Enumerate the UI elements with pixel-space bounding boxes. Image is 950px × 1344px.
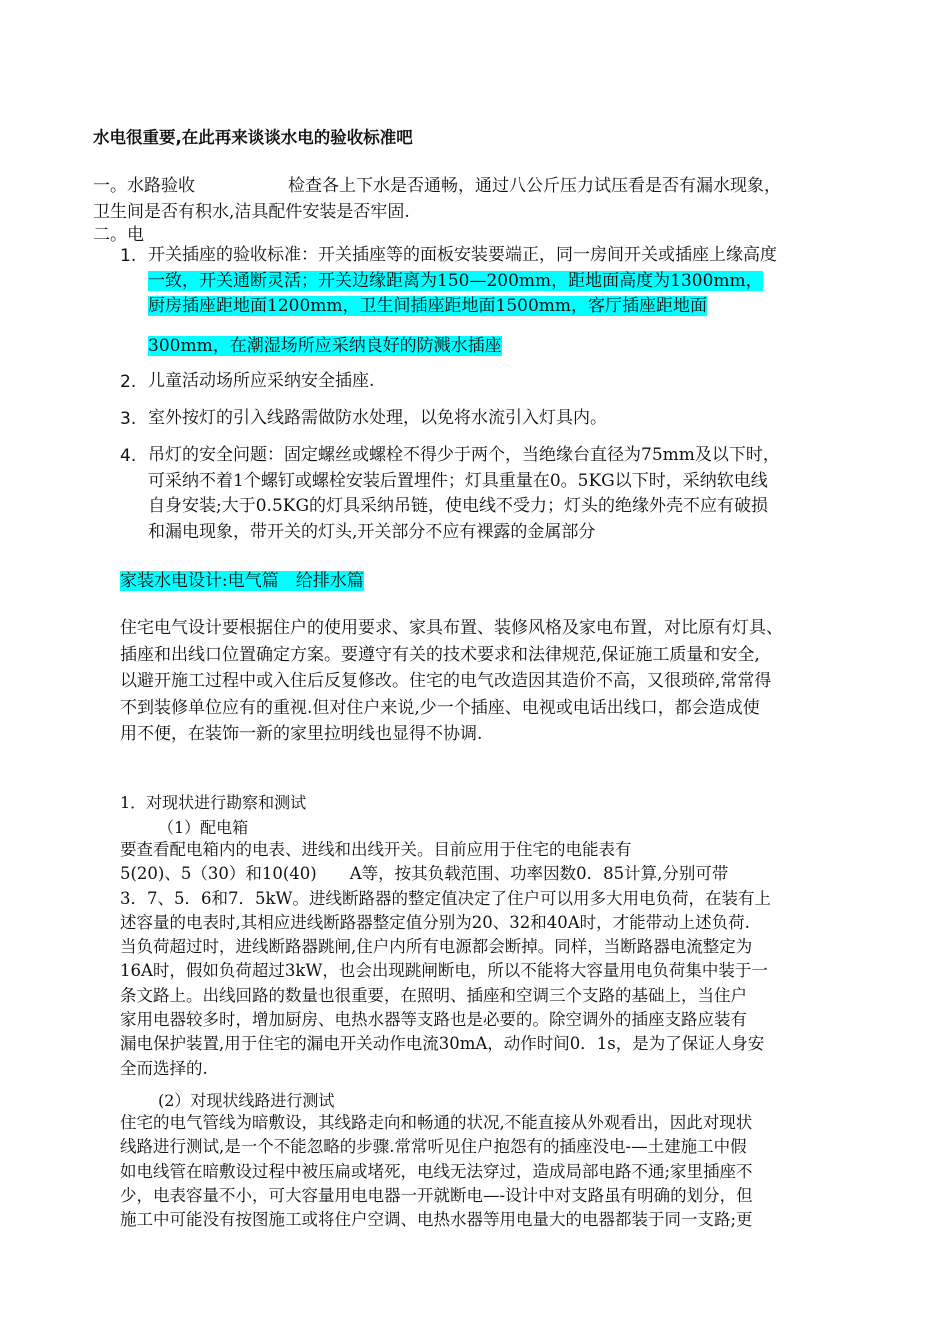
paragraph-line: 插座和出线口位置确定方案。要遵守有关的技术要求和法律规范,保证施工质量和安全,	[120, 644, 760, 665]
paragraph-line: 条文路上。出线回路的数量也很重要，在照明、插座和空调三个支路的基础上，当住户	[120, 985, 747, 1005]
paragraph-line: 当负荷超过时，进线断路器跳闸,住户内所有电源都会断掉。同样，当断路器电流整定为	[120, 937, 753, 957]
list-item-4-line-2: 可采纳不着1个螺钉或螺栓安装后置埋件；灯具重量在0。5KG以下时，采纳软电线	[148, 470, 768, 491]
survey-heading: 1．对现状进行勘察和测试	[120, 793, 307, 812]
list-item-2-line-1: 儿童活动场所应采纳安全插座.	[148, 371, 375, 391]
paragraph-line: 全而选择的.	[120, 1058, 208, 1078]
electric-section-label: 二。电	[93, 225, 144, 245]
water-section-text-2: 卫生间是否有积水,洁具配件安装是否牢固.	[93, 202, 410, 222]
list-item-1-line-1: 开关插座的验收标准：开关插座等的面板安装要端正，同一房间开关或插座上缘高度	[148, 245, 777, 265]
design-heading	[120, 566, 364, 591]
paragraph-line: 要查看配电箱内的电表、进线和出线开关。目前应用于住宅的电能表有	[120, 840, 632, 859]
paragraph-line: 5(20)、5（30）和10(40) A等，按其负载范围、功率因数0．85计算,分别可带	[120, 864, 729, 884]
list-item-1-line-3: 厨房插座距地面1200mm，卫生间插座距地面1500mm，客厅插座距地面	[148, 296, 708, 316]
document-title: 水电很重要,在此再来谈谈水电的验收标准吧	[93, 128, 413, 147]
list-number: 2.	[120, 372, 137, 392]
paragraph-line: 用不便，在装饰一新的家里拉明线也显得不协调.	[120, 724, 483, 744]
paragraph-line: 住宅的电气管线为暗敷设，其线路走向和畅通的状况,不能直接从外观看出，因此对现状	[120, 1113, 753, 1132]
list-item-3	[148, 406, 607, 432]
list-item-4-line-4: 和漏电现象，带开关的灯头,开关部分不应有裸露的金属部分	[148, 521, 596, 542]
list-item-4	[148, 443, 780, 545]
paragraph-line: 少，电表容量不小，可大容量用电电器一开就断电—-设计中对支路虽有明确的划分，但	[120, 1185, 753, 1205]
paragraph-line: 16A时，假如负荷超过3kW，也会出现跳闸断电，所以不能将大容量用电负荷集中装于一	[120, 961, 768, 981]
paragraph-line: 施工中可能没有按图施工或将住户空调、电热水器等用电量大的电器都装于同一支路;更	[120, 1210, 753, 1230]
paragraph-line: 述容量的电表时,其相应进线断路器整定值分别为20、32和40A时，才能带动上述负荷.	[120, 912, 750, 932]
design-heading-text: 家装水电设计:电气篇 给排水篇	[120, 571, 364, 591]
list-number: 3.	[120, 409, 137, 429]
list-number: 1.	[120, 246, 137, 266]
line-test-heading: (2）对现状线路进行测试	[158, 1091, 335, 1110]
distribution-box-paragraph	[120, 838, 771, 1081]
paragraph-line: 如电线管在暗敷设过程中被压扁或堵死，电线无法穿过，造成局部电路不通;家里插座不	[120, 1161, 753, 1181]
list-item-1-line-2: 一致，开关通断灵活；开关边缘距离为150—200mm，距地面高度为1300mm，	[148, 270, 763, 291]
paragraph-line: 住宅电气设计要根据住户的使用要求、家具布置、装修风格及家电布置，对比原有灯具、	[120, 618, 783, 638]
paragraph-line: 家用电器较多时，增加厨房、电热水器等支路也是必要的。除空调外的插座支路应装有	[120, 1010, 747, 1030]
water-section-label: 一。水路验收	[93, 176, 195, 196]
line-test-paragraph	[120, 1111, 753, 1232]
list-item-4-line-1: 吊灯的安全问题：固定螺丝或螺栓不得少于两个，当绝缘台直径为75mm及以下时，	[148, 445, 780, 465]
distribution-box-heading: （1）配电箱	[158, 818, 249, 837]
paragraph-line: 不到装修单位应有的重视.但对住户来说,少一个插座、电视或电话出线口，都会造成使	[120, 697, 760, 718]
list-number: 4.	[120, 446, 137, 466]
water-section-text-1: 检查各上下水是否通畅，通过八公斤压力试压看是否有漏水现象，	[288, 176, 781, 196]
list-item-1-line-4: 300mm，在潮湿场所应采纳良好的防溅水插座	[148, 335, 502, 356]
list-item-1	[148, 243, 777, 359]
paragraph-line: 3．7、5．6和7．5kW。进线断路器的整定值决定了住户可以用多大用电负荷，在装有上	[120, 888, 771, 908]
paragraph-line: 漏电保护装置,用于住宅的漏电开关动作电流30mA，动作时间0．1s，是为了保证人身安	[120, 1034, 765, 1054]
paragraph-line: 以避开施工过程中或入住后反复修改。住宅的电气改造因其造价不高，又很琐碎,常常得	[120, 671, 772, 691]
list-item-2	[148, 369, 374, 395]
paragraph-line: 线路进行测试,是一个不能忽略的步骤.常常听见住户抱怨有的插座没电-—土建施工中假	[120, 1137, 747, 1157]
list-item-3-line-1: 室外按灯的引入线路需做防水处理，以免将水流引入灯具内。	[148, 408, 607, 428]
list-item-4-line-3: 自身安装;大于0.5KG的灯具采纳吊链，使电线不受力；灯头的绝缘外壳不应有破损	[148, 496, 769, 516]
intro-paragraph	[120, 615, 783, 748]
